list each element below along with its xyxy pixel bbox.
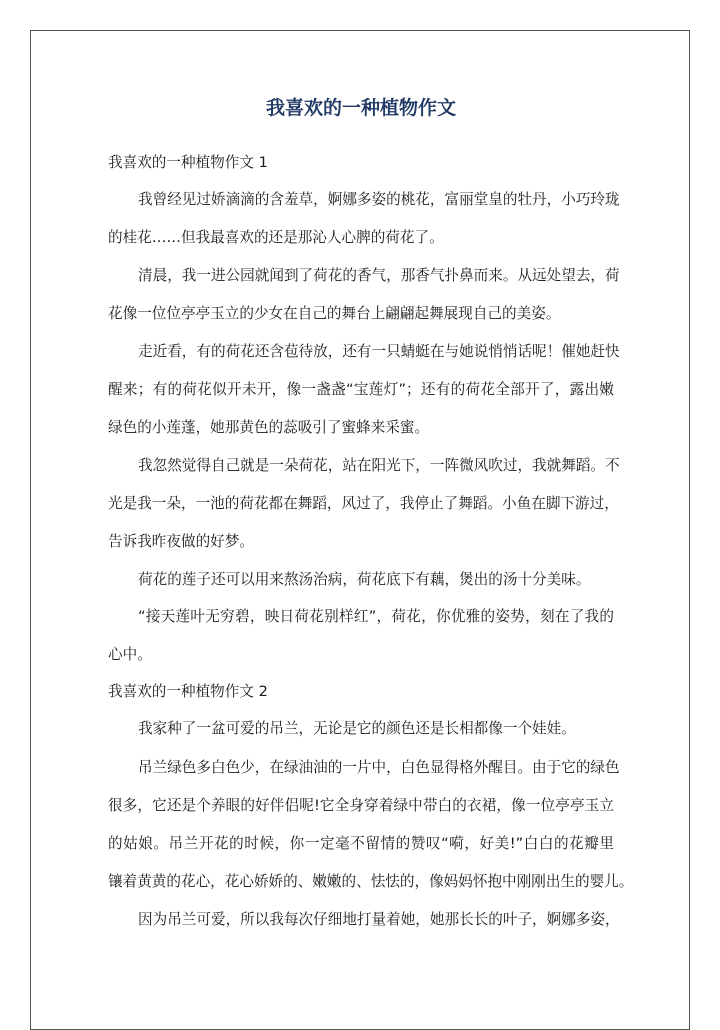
paragraph-line: 花像一位位亭亭玉立的少女在自己的舞台上翩翩起舞展现自己的美姿。 xyxy=(108,305,561,322)
section-2-heading: 我喜欢的一种植物作文 2 xyxy=(108,683,268,700)
section-1-heading: 我喜欢的一种植物作文 1 xyxy=(108,154,268,171)
paragraph-line: 的桂花……但我最喜欢的还是那沁人心脾的荷花了。 xyxy=(108,229,444,246)
paragraph-line: 吊兰绿色多白色少，在绿油油的一片中，白色显得格外醒目。由于它的绿色 xyxy=(138,759,620,776)
paragraph-line: 因为吊兰可爱，所以我每次仔细地打量着她，她那长长的叶子，婀娜多姿， xyxy=(138,911,620,928)
paragraph-line: 清晨，我一进公园就闻到了荷花的香气，那香气扑鼻而来。从远处望去，荷 xyxy=(138,267,620,284)
paragraph-line: 走近看，有的荷花还含苞待放，还有一只蜻蜓在与她说悄悄话呢！催她赶快 xyxy=(138,343,620,360)
paragraph-line: 我忽然觉得自己就是一朵荷花，站在阳光下，一阵微风吹过，我就舞蹈。不 xyxy=(138,457,620,474)
paragraph-line: 很多，它还是个养眼的好伴侣呢!它全身穿着绿中带白的衣裙，像一位亭亭玉立 xyxy=(108,797,614,814)
paragraph-line: 我曾经见过娇滴滴的含羞草，婀娜多姿的桃花，富丽堂皇的牡丹，小巧玲珑 xyxy=(138,191,620,208)
document-title: 我喜欢的一种植物作文 xyxy=(265,97,456,119)
paragraph-line: 光是我一朵，一池的荷花都在舞蹈，风过了，我停止了舞蹈。小鱼在脚下游过， xyxy=(108,495,619,512)
paragraph-line: 心中。 xyxy=(108,646,152,663)
paragraph-line: 的姑娘。吊兰开花的时候，你一定毫不留情的赞叹“嗬，好美!”白白的花瓣里 xyxy=(108,835,614,852)
paragraph-line: 醒来；有的荷花似开未开，像一盏盏“宝莲灯”；还有的荷花全部开了，露出嫩 xyxy=(108,381,614,398)
paragraph-line: 我家种了一盆可爱的吊兰，无论是它的颜色还是长相都像一个娃娃。 xyxy=(138,720,576,737)
paragraph-line: 绿色的小莲蓬，她那黄色的蕊吸引了蜜蜂来采蜜。 xyxy=(108,419,430,436)
paragraph-line: “接天莲叶无穷碧，映日荷花别样红”，荷花，你优雅的姿势，刻在了我的 xyxy=(138,608,614,625)
paragraph-line: 镶着黄黄的花心，花心娇娇的、嫩嫩的、怯怯的，像妈妈怀抱中刚刚出生的婴儿。 xyxy=(108,873,634,890)
paragraph-line: 荷花的莲子还可以用来熬汤治病，荷花底下有藕，煲出的汤十分美味。 xyxy=(138,571,591,588)
paragraph-line: 告诉我昨夜做的好梦。 xyxy=(108,533,254,550)
